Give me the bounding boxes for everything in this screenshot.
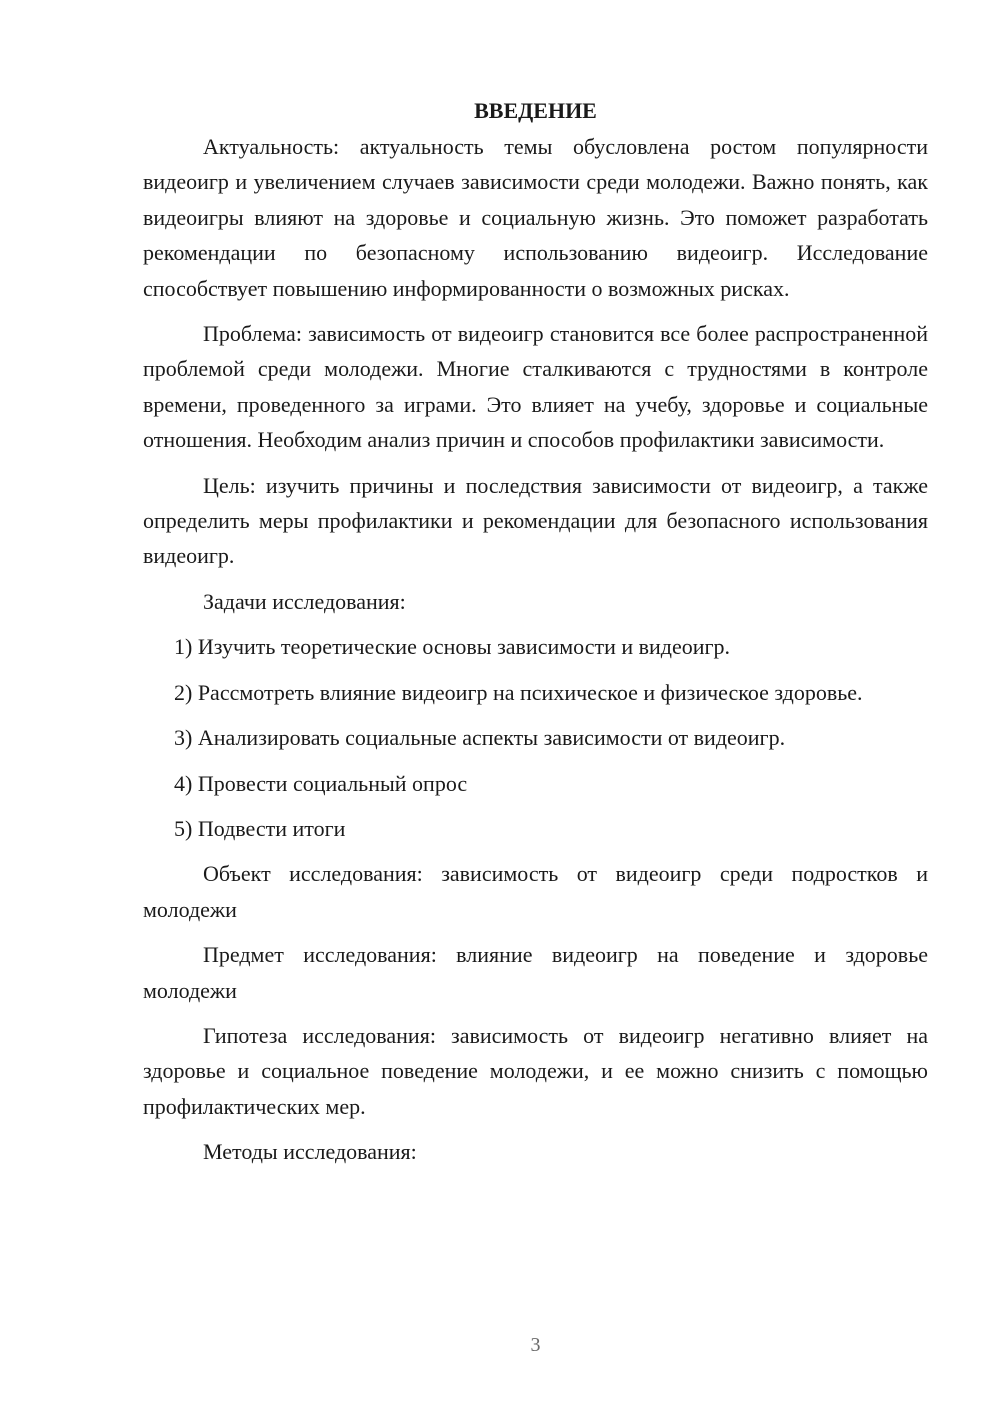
goal-paragraph: Цель: изучить причины и последствия зависимости от видеоигр, а также определить меры профилактики и рекомендации для безопасного использования видеоигр.	[143, 472, 928, 569]
hypothesis-paragraph: Гипотеза исследования: зависимость от видеоигр негативно влияет на здоровье и социальное поведение молодежи, и ее можно снизить с помощью профилактических мер.	[143, 1022, 928, 1119]
methods-heading: Методы исследования:	[203, 1139, 417, 1165]
page-number: 3	[530, 1334, 541, 1356]
document-page	[143, 96, 928, 1180]
task-item-1: 1) Изучить теоретические основы зависимости и видеоигр.	[174, 634, 731, 660]
task-item-3: 3) Анализировать социальные аспекты зависимости от видеоигр.	[174, 725, 786, 751]
task-item-5: 5) Подвести итоги	[174, 815, 346, 841]
task-item-2: 2) Рассмотреть влияние видеоигр на психическое и физическое здоровье.	[174, 679, 863, 705]
section-title: ВВЕДЕНИЕ	[474, 98, 597, 123]
problem-paragraph: Проблема: зависимость от видеоигр становится все более распространенной проблемой среди молодежи. Многие сталкиваются с трудностями в контроле времени, проведенного за играми. Это влияет на учебу, здоровье и социальные отношения. Необходим анализ причин и способов профилактики зависимости.	[143, 321, 928, 453]
relevance-paragraph: Актуальность: актуальность темы обусловлена ростом популярности видеоигр и увеличением случаев зависимости среди молодежи. Важно понять, как видеоигры влияют на здоровье и социальную жизнь. Это поможет разработать рекомендации по безопасному использованию видеоигр. Исследование способствует повышению информированности о возможных рисках.	[143, 134, 928, 301]
tasks-heading: Задачи исследования:	[203, 588, 406, 614]
task-item-4: 4) Провести социальный опрос	[174, 770, 468, 796]
object-paragraph: Объект исследования: зависимость от видеоигр среди подростков и молодежи	[143, 861, 928, 922]
subject-paragraph: Предмет исследования: влияние видеоигр на поведение и здоровье молодежи	[143, 942, 928, 1003]
